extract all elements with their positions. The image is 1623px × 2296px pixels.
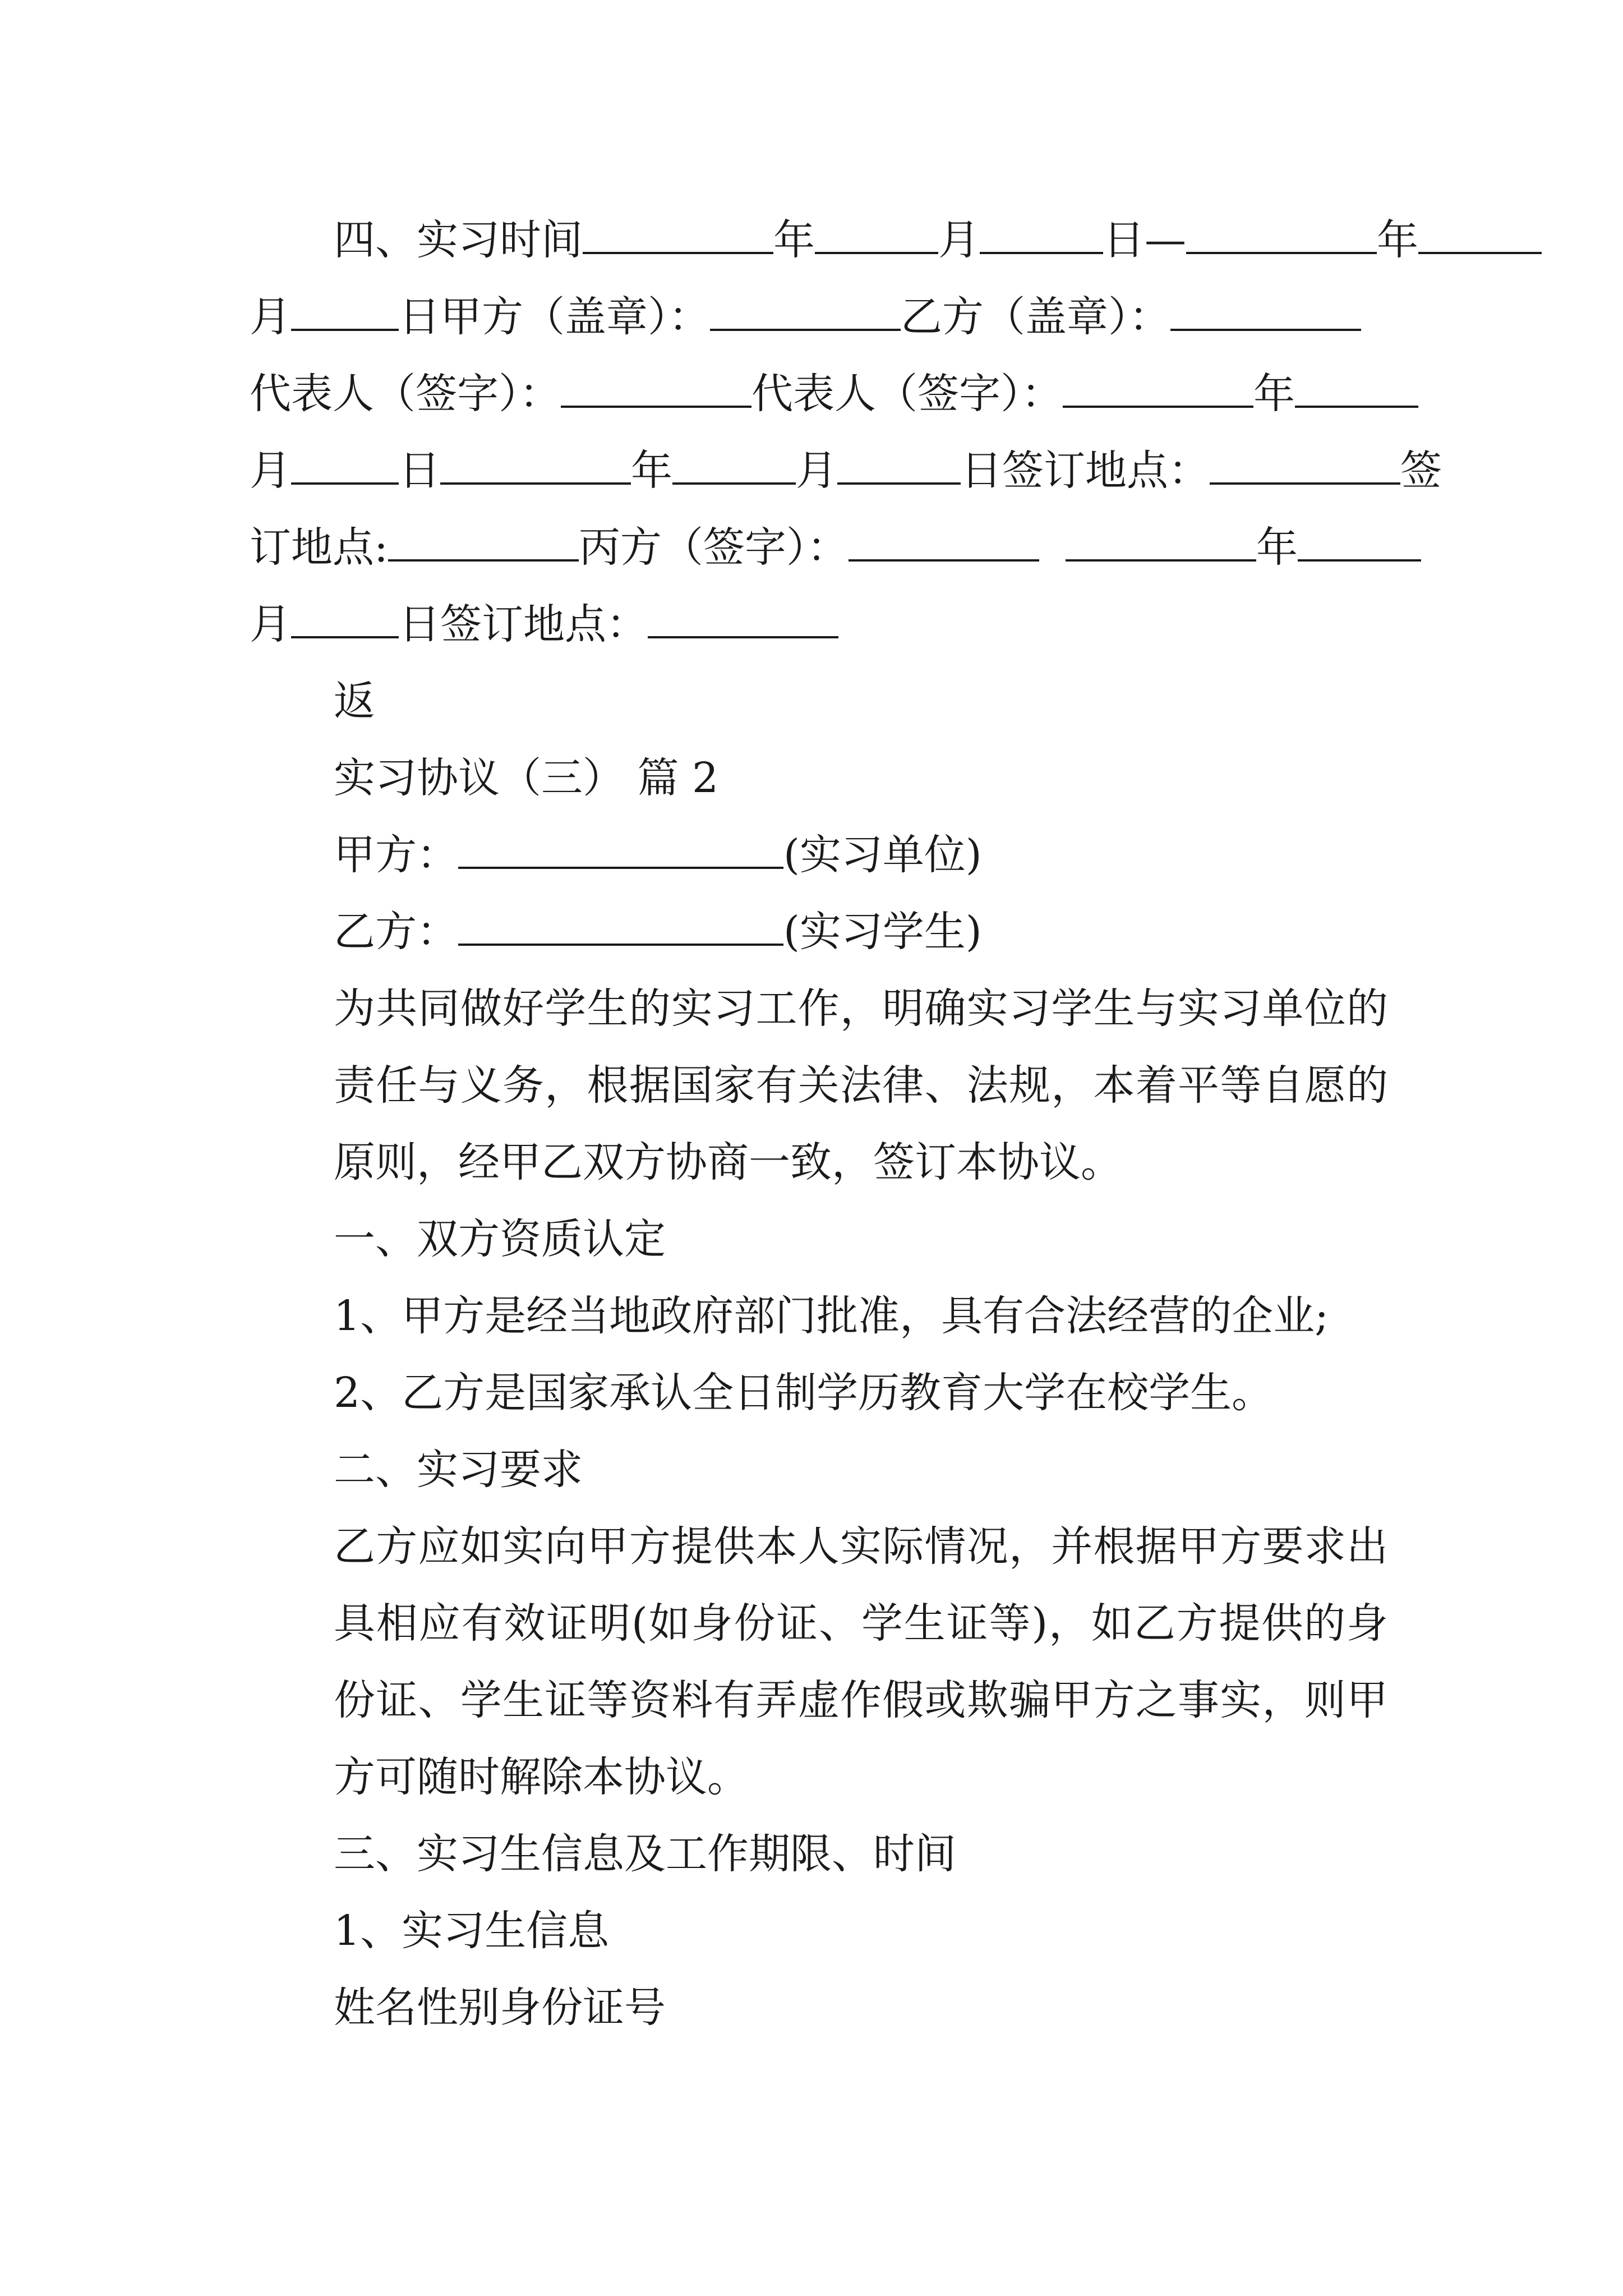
requirements-paragraph: 乙方应如实向甲方提供本人实际情况，并根据甲方要求出具相应有效证明(如身份证、学生证等)，如乙方提供的身份证、学生证等资料有弄虚作假或欺骗甲方之事实，则甲方可随时解除本协议。 (334, 1522, 1388, 1801)
blank-field[interactable] (291, 443, 399, 485)
form-line-6: 月 日签订地点： (250, 586, 1388, 663)
blank-field[interactable] (388, 520, 579, 562)
intern-info-item-1: 1、实习生信息 (334, 1907, 610, 1955)
party-b-field[interactable] (458, 904, 783, 946)
blank-field[interactable] (291, 597, 399, 638)
intro-paragraph: 为共同做好学生的实习工作，明确实习学生与实习单位的责任与义务，根据国家有关法律、法规，本着平等自愿的原则，经甲乙双方协商一致，签订本协议。 (334, 984, 1388, 1186)
form-line-1: 四、实习时间 年 月 日— 年 (250, 202, 1388, 279)
blank-field[interactable] (815, 213, 938, 254)
intern-table-header: 姓名性别身份证号 (334, 1984, 666, 2032)
blank-field[interactable] (837, 443, 961, 485)
blank-field[interactable] (1063, 366, 1253, 408)
blank-field[interactable] (710, 289, 901, 331)
blank-field[interactable] (440, 443, 631, 485)
party-a-line: 甲方： (实习单位) (250, 817, 1388, 894)
blank-field[interactable] (583, 213, 773, 254)
blank-field[interactable] (1170, 289, 1361, 331)
document-body (250, 202, 1442, 2046)
form-line-4: 月 日 年 月 日签订地点： 签 (250, 432, 1388, 509)
qualification-item-2: 2、乙方是国家承认全日制学历教育大学在校学生。 (334, 1369, 1274, 1417)
form-line-5: 订地点: 丙方（签字）： 年 (250, 509, 1388, 586)
blank-field[interactable] (1210, 443, 1400, 485)
blank-field[interactable] (1418, 213, 1542, 254)
blank-field[interactable] (561, 366, 751, 408)
heading-qualification: 一、双方资质认定 (334, 1215, 666, 1263)
blank-field[interactable] (1066, 520, 1256, 562)
form-line-2: 月 日甲方（盖章）： 乙方（盖章）： (250, 279, 1388, 356)
form-line-3: 代表人（签字）： 代表人（签字）： 年 (250, 356, 1388, 432)
heading-intern-info: 三、实习生信息及工作期限、时间 (334, 1830, 956, 1878)
heading-requirements: 二、实习要求 (334, 1446, 583, 1494)
party-a-field[interactable] (458, 827, 783, 869)
section-title: 实习协议（三） 篇 2 (334, 754, 719, 802)
blank-field[interactable] (648, 597, 838, 638)
party-b-line: 乙方： (实习学生) (250, 894, 1388, 970)
blank-field[interactable] (1298, 520, 1421, 562)
blank-field[interactable] (672, 443, 796, 485)
qualification-item-1: 1、甲方是经当地政府部门批准，具有合法经营的企业; (334, 1292, 1329, 1340)
blank-field[interactable] (849, 520, 1039, 562)
blank-field[interactable] (1295, 366, 1418, 408)
blank-field[interactable] (980, 213, 1103, 254)
blank-field[interactable] (1186, 213, 1377, 254)
back-link[interactable]: 返 (334, 677, 375, 725)
blank-field[interactable] (291, 289, 399, 331)
